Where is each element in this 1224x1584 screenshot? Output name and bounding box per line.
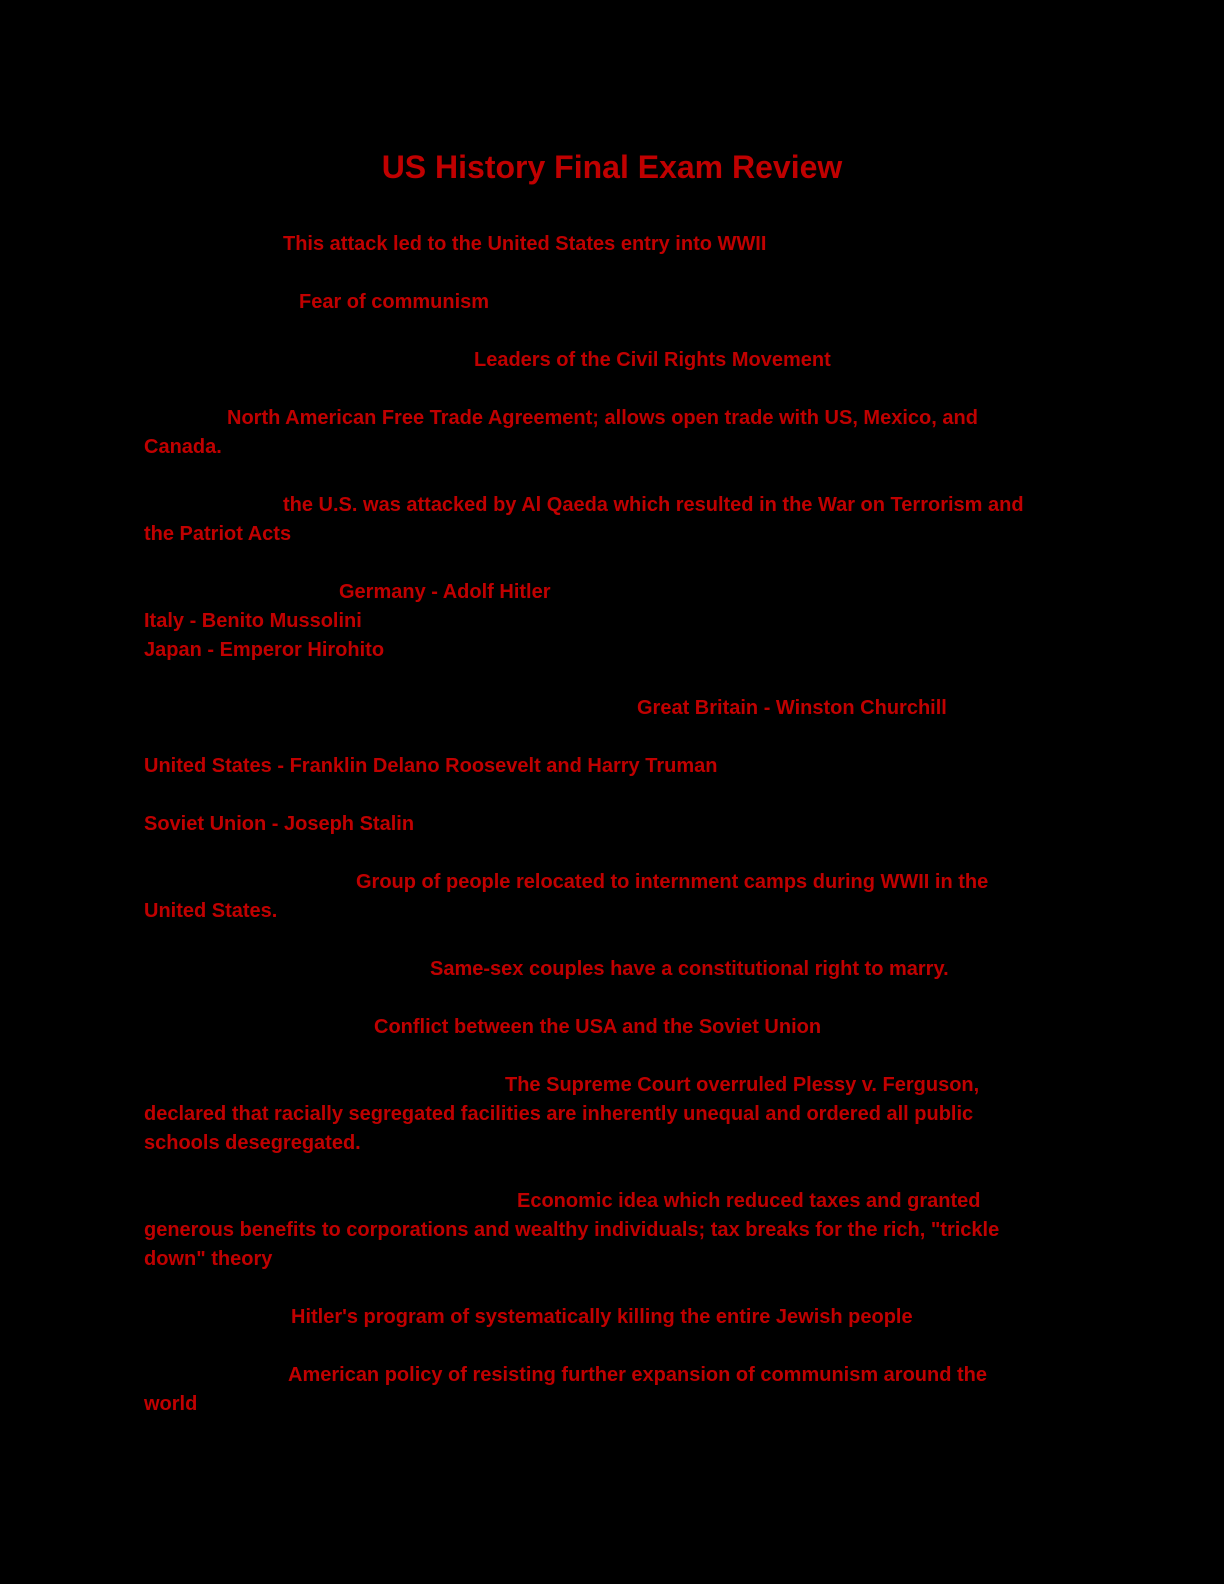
definition-line: declared that racially segregated facilities are inherently unequal and ordered all public bbox=[144, 1103, 974, 1125]
definition-line: Canada. bbox=[144, 436, 222, 458]
definition-line: Fear of communism bbox=[299, 291, 490, 313]
definition-line: Italy - Benito Mussolini bbox=[144, 610, 362, 632]
definition-line: schools desegregated. bbox=[144, 1132, 361, 1154]
definition-line: Conflict between the USA and the Soviet Union bbox=[374, 1016, 822, 1038]
review-item-red-scare bbox=[144, 288, 1084, 317]
definition-line: Economic idea which reduced taxes and granted bbox=[517, 1190, 981, 1212]
definition-line: Hitler's program of systematically killing the entire Jewish people bbox=[291, 1306, 913, 1328]
definition-line: United States - Franklin Delano Roosevelt and Harry Truman bbox=[144, 755, 718, 777]
definition-line: the U.S. was attacked by Al Qaeda which resulted in the War on Terrorism and bbox=[283, 494, 1024, 516]
definition-line: Group of people relocated to internment camps during WWII in the bbox=[356, 871, 989, 893]
review-item-reaganomics bbox=[144, 1187, 1084, 1274]
definition-line: This attack led to the United States entry into WWII bbox=[283, 233, 767, 255]
definition-line: Great Britain - Winston Churchill bbox=[637, 697, 947, 719]
definition-line: North American Free Trade Agreement; allows open trade with US, Mexico, and bbox=[227, 407, 978, 429]
review-item-allied-powers bbox=[144, 694, 1084, 723]
definition-line: world bbox=[144, 1393, 198, 1415]
review-item-japanese-americans bbox=[144, 868, 1084, 926]
review-item-axis-powers bbox=[144, 578, 1084, 665]
definition-line: Germany - Adolf Hitler bbox=[339, 581, 551, 603]
definition-line: Japan - Emperor Hirohito bbox=[144, 639, 385, 661]
definition-line: Same-sex couples have a constitutional right to marry. bbox=[430, 958, 949, 980]
review-item-civil-rights-leaders bbox=[144, 346, 1084, 375]
definition-line: American policy of resisting further expansion of communism around the bbox=[288, 1364, 988, 1386]
definition-line: the Patriot Acts bbox=[144, 523, 292, 545]
review-item-allied-us bbox=[144, 752, 1084, 781]
review-item-september-11 bbox=[144, 491, 1084, 549]
review-item-pearl-harbor bbox=[144, 230, 1084, 259]
review-item-holocaust bbox=[144, 1303, 1084, 1332]
review-item-cold-war bbox=[144, 1013, 1084, 1042]
review-item-brown-v-board bbox=[144, 1071, 1084, 1158]
review-item-containment bbox=[144, 1361, 1084, 1419]
review-item-nafta bbox=[144, 404, 1084, 462]
definition-line: down" theory bbox=[144, 1248, 273, 1270]
definition-line: United States. bbox=[144, 900, 278, 922]
definition-line: Leaders of the Civil Rights Movement bbox=[474, 349, 831, 371]
definition-line: generous benefits to corporations and wealthy individuals; tax breaks for the rich, "trickle bbox=[144, 1219, 1000, 1241]
definition-line: The Supreme Court overruled Plessy v. Ferguson, bbox=[505, 1074, 980, 1096]
page-title: US History Final Exam Review bbox=[381, 149, 843, 185]
review-item-allied-soviet bbox=[144, 810, 1084, 839]
definition-line: Soviet Union - Joseph Stalin bbox=[144, 813, 415, 835]
review-item-obergefell bbox=[144, 955, 1084, 984]
